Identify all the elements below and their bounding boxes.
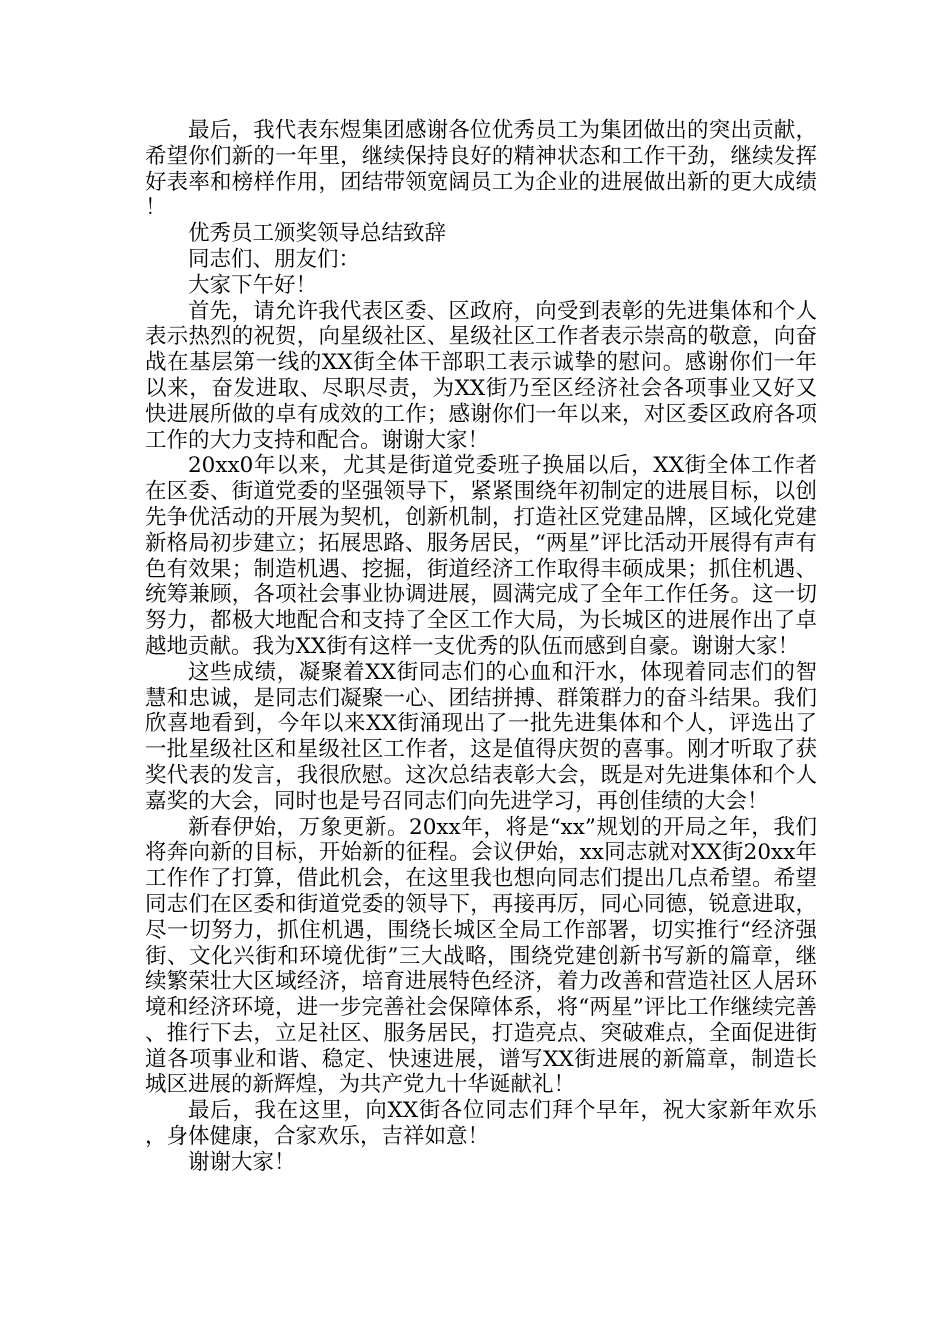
congratulations-paragraph: 首先，请允许我代表区委、区政府，向受到表彰的先进集体和个人表示热烈的祝贺，向星级社区、星级社区工作者表示崇高的敬意，向奋战在基层第一线的XX街全体干部职工表示诚挚的慰问。感谢你们一年以来，奋发进取、尽职尽责，为XX街乃至区经济社会各项事业又好又快进展所做的卓有成效的工作；感谢你们一年以来，对区委区政府各项工作的大力支持和配合。谢谢大家！ <box>145 298 817 453</box>
document-page <box>145 118 817 1176</box>
salutation: 同志们、朋友们： <box>188 246 361 272</box>
results-paragraph: 这些成绩，凝聚着XX街同志们的心血和汗水，体现着同志们的智慧和忠诚，是同志们凝聚一心、团结拼搏、群策群力的奋斗结果。我们欣喜地看到，今年以来XX街涌现出了一批先进集体和个人，评选出了一批星级社区和星级社区工作者，这是值得庆贺的喜事。刚才听取了获奖代表的发言，我很欣慰。这次总结表彰大会，既是对先进集体和个人嘉奖的大会，同时也是号召同志们向先进学习，再创佳绩的大会！ <box>145 659 817 814</box>
speech-title: 优秀员工颁奖领导总结致辞 <box>188 221 447 247</box>
achievements-paragraph: 20xx0年以来，尤其是街道党委班子换届以后，XX街全体工作者在区委、街道党委的坚强领导下，紧紧围绕年初制定的进展目标，以创先争优活动的开展为契机，创新机制，打造社区党建品牌，区域化党建新格局初步建立；拓展思路、服务居民，“两星”评比活动开展得有声有色有效果；制造机遇、挖掘，街道经济工作取得丰硕成果；抓住机遇、统筹兼顾，各项社会事业协调进展，圆满完成了全年工作任务。这一切努力，都极大地配合和支持了全区工作大局，为长城区的进展作出了卓越地贡献。我为XX街有这样一支优秀的队伍而感到自豪。谢谢大家！ <box>145 453 817 659</box>
closing-line: 谢谢大家！ <box>188 1149 296 1175</box>
greeting: 大家下午好！ <box>188 272 318 298</box>
final-wishes-paragraph: 最后，我在这里，向XX街各位同志们拜个早年，祝大家新年欢乐，身体健康，合家欢乐，吉祥如意！ <box>145 1098 817 1150</box>
closing-thanks-paragraph: 最后，我代表东煜集团感谢各位优秀员工为集团做出的突出贡献，希望你们新的一年里，继续保持良好的精神状态和工作干劲，继续发挥好表率和榜样作用，团结带领宽阔员工为企业的进展做出新的更大成绩！ <box>145 118 817 221</box>
new-year-plans-paragraph: 新春伊始，万象更新。20xx年，将是“xx”规划的开局之年，我们将奔向新的目标，开始新的征程。会议伊始，xx同志就对XX街20xx年工作作了打算，借此机会，在这里我也想向同志们提出几点希望。希望同志们在区委和街道党委的领导下，再接再厉，同心同德，锐意进取，尽一切努力，抓住机遇，围绕长城区全局工作部署，切实推行“经济强街、文化兴街和环境优街”三大战略，围绕党建创新书写新的篇章，继续繁荣壮大区域经济，培育进展特色经济，着力改善和营造社区人居环境和经济环境，进一步完善社会保障体系，将“两星”评比工作继续完善、推行下去，立足社区、服务居民，打造亮点、突破难点，全面促进街道各项事业和谐、稳定、快速进展，谱写XX街进展的新篇章，制造长城区进展的新辉煌，为共产党九十华诞献礼！ <box>145 814 817 1098</box>
